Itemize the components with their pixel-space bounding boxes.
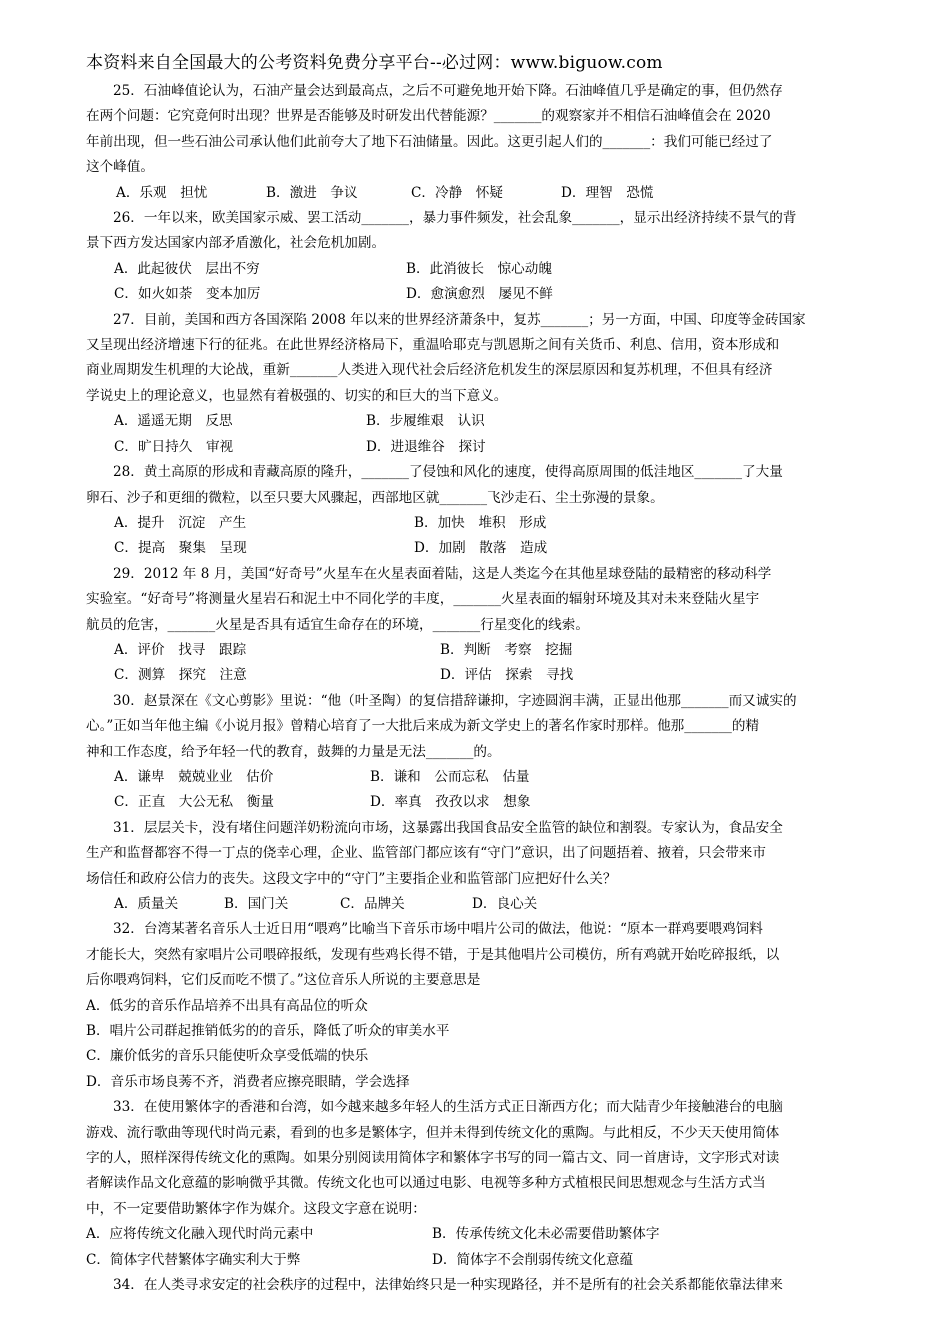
question-27-line: 学说史上的理论意义，也显然有着极强的、切实的和巨大的当下意义。 <box>86 387 508 404</box>
question-31 <box>86 816 894 918</box>
question-30-line: 神和工作态度，给予年轻一代的教育，鼓舞的力量是无法_______的。 <box>86 743 501 760</box>
question-28-line: 卵石、沙子和更细的微粒，以至只要大风骤起，西部地区就_______飞沙走石、尘土弥漫的景象。 <box>86 489 664 506</box>
question-26-line: 景下西方发达国家内部矛盾激化，社会危机加剧。 <box>86 235 386 252</box>
question-33-line: 字的人，照样深得传统文化的熏陶。如果分别阅读用简体字和繁体字书写的同一篇古文、同一首唐诗，文字形式对读 <box>86 1150 780 1167</box>
question-26-line: 26．一年以来，欧美国家示威、罢工活动_______，暴力事件频发，社会乱象_______，显示出经济持续不景气的背 <box>113 210 797 227</box>
option-d: D．简体字不会削弱传统文化意蕴 <box>432 1251 634 1268</box>
option-c: C．测算 探究 注意 <box>114 667 247 684</box>
question-28 <box>86 460 894 562</box>
question-31-line: 31．层层关卡，没有堵住问题洋奶粉流向市场，这暴露出我国食品安全监管的缺位和割裂。专家认为，食品安全 <box>113 819 783 836</box>
question-32-line: 后你喂鸡饲料，它们反而吃不惯了。”这位音乐人所说的主要意思是 <box>86 972 481 989</box>
question-29-line: 29．2012 年 8 月，美国“好奇号”火星车在火星表面着陆，这是人类迄今在其他星球登陆的最精密的移动科学 <box>113 565 772 582</box>
option-a: A．评价 找寻 跟踪 <box>114 641 247 658</box>
option-a: A．提升 沉淀 产生 <box>114 514 247 531</box>
option-d: D．良心关 <box>472 896 538 912</box>
question-31-line: 场信任和政府公信力的丧失。这段文字中的“守门”主要指企业和监管部门应把好什么关？ <box>86 870 617 887</box>
option-c: C．品牌关 <box>340 896 405 912</box>
option-b: B．加快 堆积 形成 <box>414 514 547 531</box>
option-a: A．低劣的音乐作品培养不出具有高品位的听众 <box>86 997 368 1014</box>
question-26 <box>86 206 894 308</box>
option-b: B．激进 争议 <box>266 184 358 201</box>
option-b: B．步履维艰 认识 <box>366 413 485 430</box>
option-d: D．评估 探索 寻找 <box>440 667 574 684</box>
question-25-line: 在两个问题：它究竟何时出现？世界是否能够及时研发出代替能源？_______的观察家并不相信石油峰值会在 2020 <box>86 108 771 125</box>
option-c: C．廉价低劣的音乐只能使听众享受低端的快乐 <box>86 1048 369 1065</box>
question-29 <box>86 562 894 689</box>
option-b: B．国门关 <box>224 896 289 912</box>
option-b: B．此消彼长 惊心动魄 <box>406 260 552 277</box>
option-d: D．理智 恐慌 <box>561 184 654 201</box>
question-33-line: 游戏、流行歌曲等现代时尚元素，看到的也多是繁体字，但并未得到传统文化的熏陶。与此相反，不少天天使用简体 <box>86 1124 780 1141</box>
question-25-line: 年前出现，但一些石油公司承认他们此前夸大了地下石油储量。因此。这更引起人们的_______：我们可能已经过了 <box>86 133 773 150</box>
question-32-line: 32．台湾某著名音乐人士近日用“喂鸡”比喻当下音乐市场中唱片公司的做法，他说：“原本一群鸡要喂鸡饲料 <box>113 921 763 938</box>
question-33-line: 中，不一定要借助繁体字作为媒介。这段文字意在说明： <box>86 1200 426 1217</box>
question-30-line: 心。”正如当年他主编《小说月报》曾精心培育了一大批后来成为新文学史上的著名作家时那样。他那_______的精 <box>86 718 760 735</box>
question-31-line: 生产和监督都容不得一丁点的侥幸心理，企业、监管部门都应该有“守门”意识，出了问题捂着、掖着，只会带来市 <box>86 845 766 862</box>
option-c: C．简体字代替繁体字确实利大于弊 <box>86 1251 301 1268</box>
question-27-line: 又呈现出经济增速下行的征兆。在此世界经济格局下，重温哈耶克与凯恩斯之间有关货币、利息、信用，资本形成和 <box>86 337 780 354</box>
option-d: D．进退维谷 探讨 <box>366 438 486 455</box>
option-a: A．乐观 担忧 <box>116 184 208 201</box>
option-d: D．愈演愈烈 屡见不鲜 <box>406 286 553 303</box>
option-b: B．唱片公司群起推销低劣的的音乐，降低了听众的审美水平 <box>86 1023 450 1040</box>
option-b: B．判断 考察 挖掘 <box>440 641 573 658</box>
question-32-line: 才能长大，突然有家唱片公司喂碎报纸，发现有些鸡长得不错，于是其他唱片公司模仿，所有鸡就开始吃碎报纸，以 <box>86 946 780 963</box>
option-d: D．率真 孜孜以求 想象 <box>370 794 531 811</box>
question-25 <box>86 79 894 206</box>
option-c: C．提高 聚集 呈现 <box>114 540 247 557</box>
question-29-line: 航员的危害，_______火星是否具有适宜生命存在的环境，_______行星变化的线索。 <box>86 616 589 633</box>
question-25-line: 25．石油峰值论认为，石油产量会达到最高点，之后不可避免地开始下降。石油峰值几乎是确定的事，但仍然存 <box>113 83 783 99</box>
option-a: A．谦卑 兢兢业业 估价 <box>114 768 274 785</box>
option-d: D．音乐市场良莠不齐，消费者应擦亮眼睛，学会选择 <box>86 1073 410 1090</box>
option-c: C．旷日持久 审视 <box>114 438 234 455</box>
option-c: C．如火如荼 变本加厉 <box>114 286 261 303</box>
question-33-line: 33．在使用繁体字的香港和台湾，如今越来越多年轻人的生活方式正日渐西方化；而大陆青少年接触港台的电脑 <box>113 1099 783 1116</box>
option-c: C．正直 大公无私 衡量 <box>114 794 274 811</box>
question-27-line: 商业周期发生机理的大论战，重新_______人类进入现代社会后经济危机发生的深层原因和复苏机理，不但具有经济 <box>86 362 773 379</box>
question-30-line: 30．赵景深在《文心剪影》里说：“他（叶圣陶）的复信措辞谦抑，字迹圆润丰满，正显出他那_______而又诚实的 <box>113 692 797 709</box>
question-27-line: 27．目前，美国和西方各国深陷 2008 年以来的世界经济萧条中，复苏_______；另一方面，中国、印度等金砖国家 <box>113 311 806 328</box>
option-b: B．谦和 公而忘私 估量 <box>370 768 530 785</box>
question-29-line: 实验室。“好奇号”将测量火星岩石和泥土中不同化学的丰度，_______火星表面的辐射环境及其对未来登陆火星宇 <box>86 591 760 608</box>
option-d: D．加剧 散落 造成 <box>414 540 548 557</box>
question-27 <box>86 308 894 460</box>
option-a: A．此起彼伏 层出不穷 <box>114 260 260 277</box>
option-a: A．遥遥无期 反思 <box>114 413 233 430</box>
option-b: B．传承传统文化未必需要借助繁体字 <box>432 1226 660 1243</box>
option-a: A．质量关 <box>114 896 179 912</box>
question-34 <box>86 1273 894 1298</box>
question-33 <box>86 1095 894 1273</box>
question-32 <box>86 917 894 1095</box>
question-30 <box>86 689 894 816</box>
question-28-line: 28．黄土高原的形成和青藏高原的隆升，_______了侵蚀和风化的速度，使得高原周围的低洼地区_______了大量 <box>113 464 783 481</box>
question-25-line: 这个峰值。 <box>86 159 154 176</box>
page-header: 本资料来自全国最大的公考资料免费分享平台--必过网：www.biguow.com <box>86 53 663 73</box>
question-list <box>86 79 894 1299</box>
option-a: A．应将传统文化融入现代时尚元素中 <box>86 1226 314 1243</box>
question-33-line: 者解读作品文化意蕴的影响微乎其微。传统文化也可以通过电影、电视等多种方式植根民间思想观念与生活方式当 <box>86 1175 766 1192</box>
question-34-line: 34．在人类寻求安定的社会秩序的过程中，法律始终只是一种实现路径，并不是所有的社会关系都能依靠法律来 <box>113 1277 783 1294</box>
option-c: C．冷静 怀疑 <box>411 184 503 201</box>
